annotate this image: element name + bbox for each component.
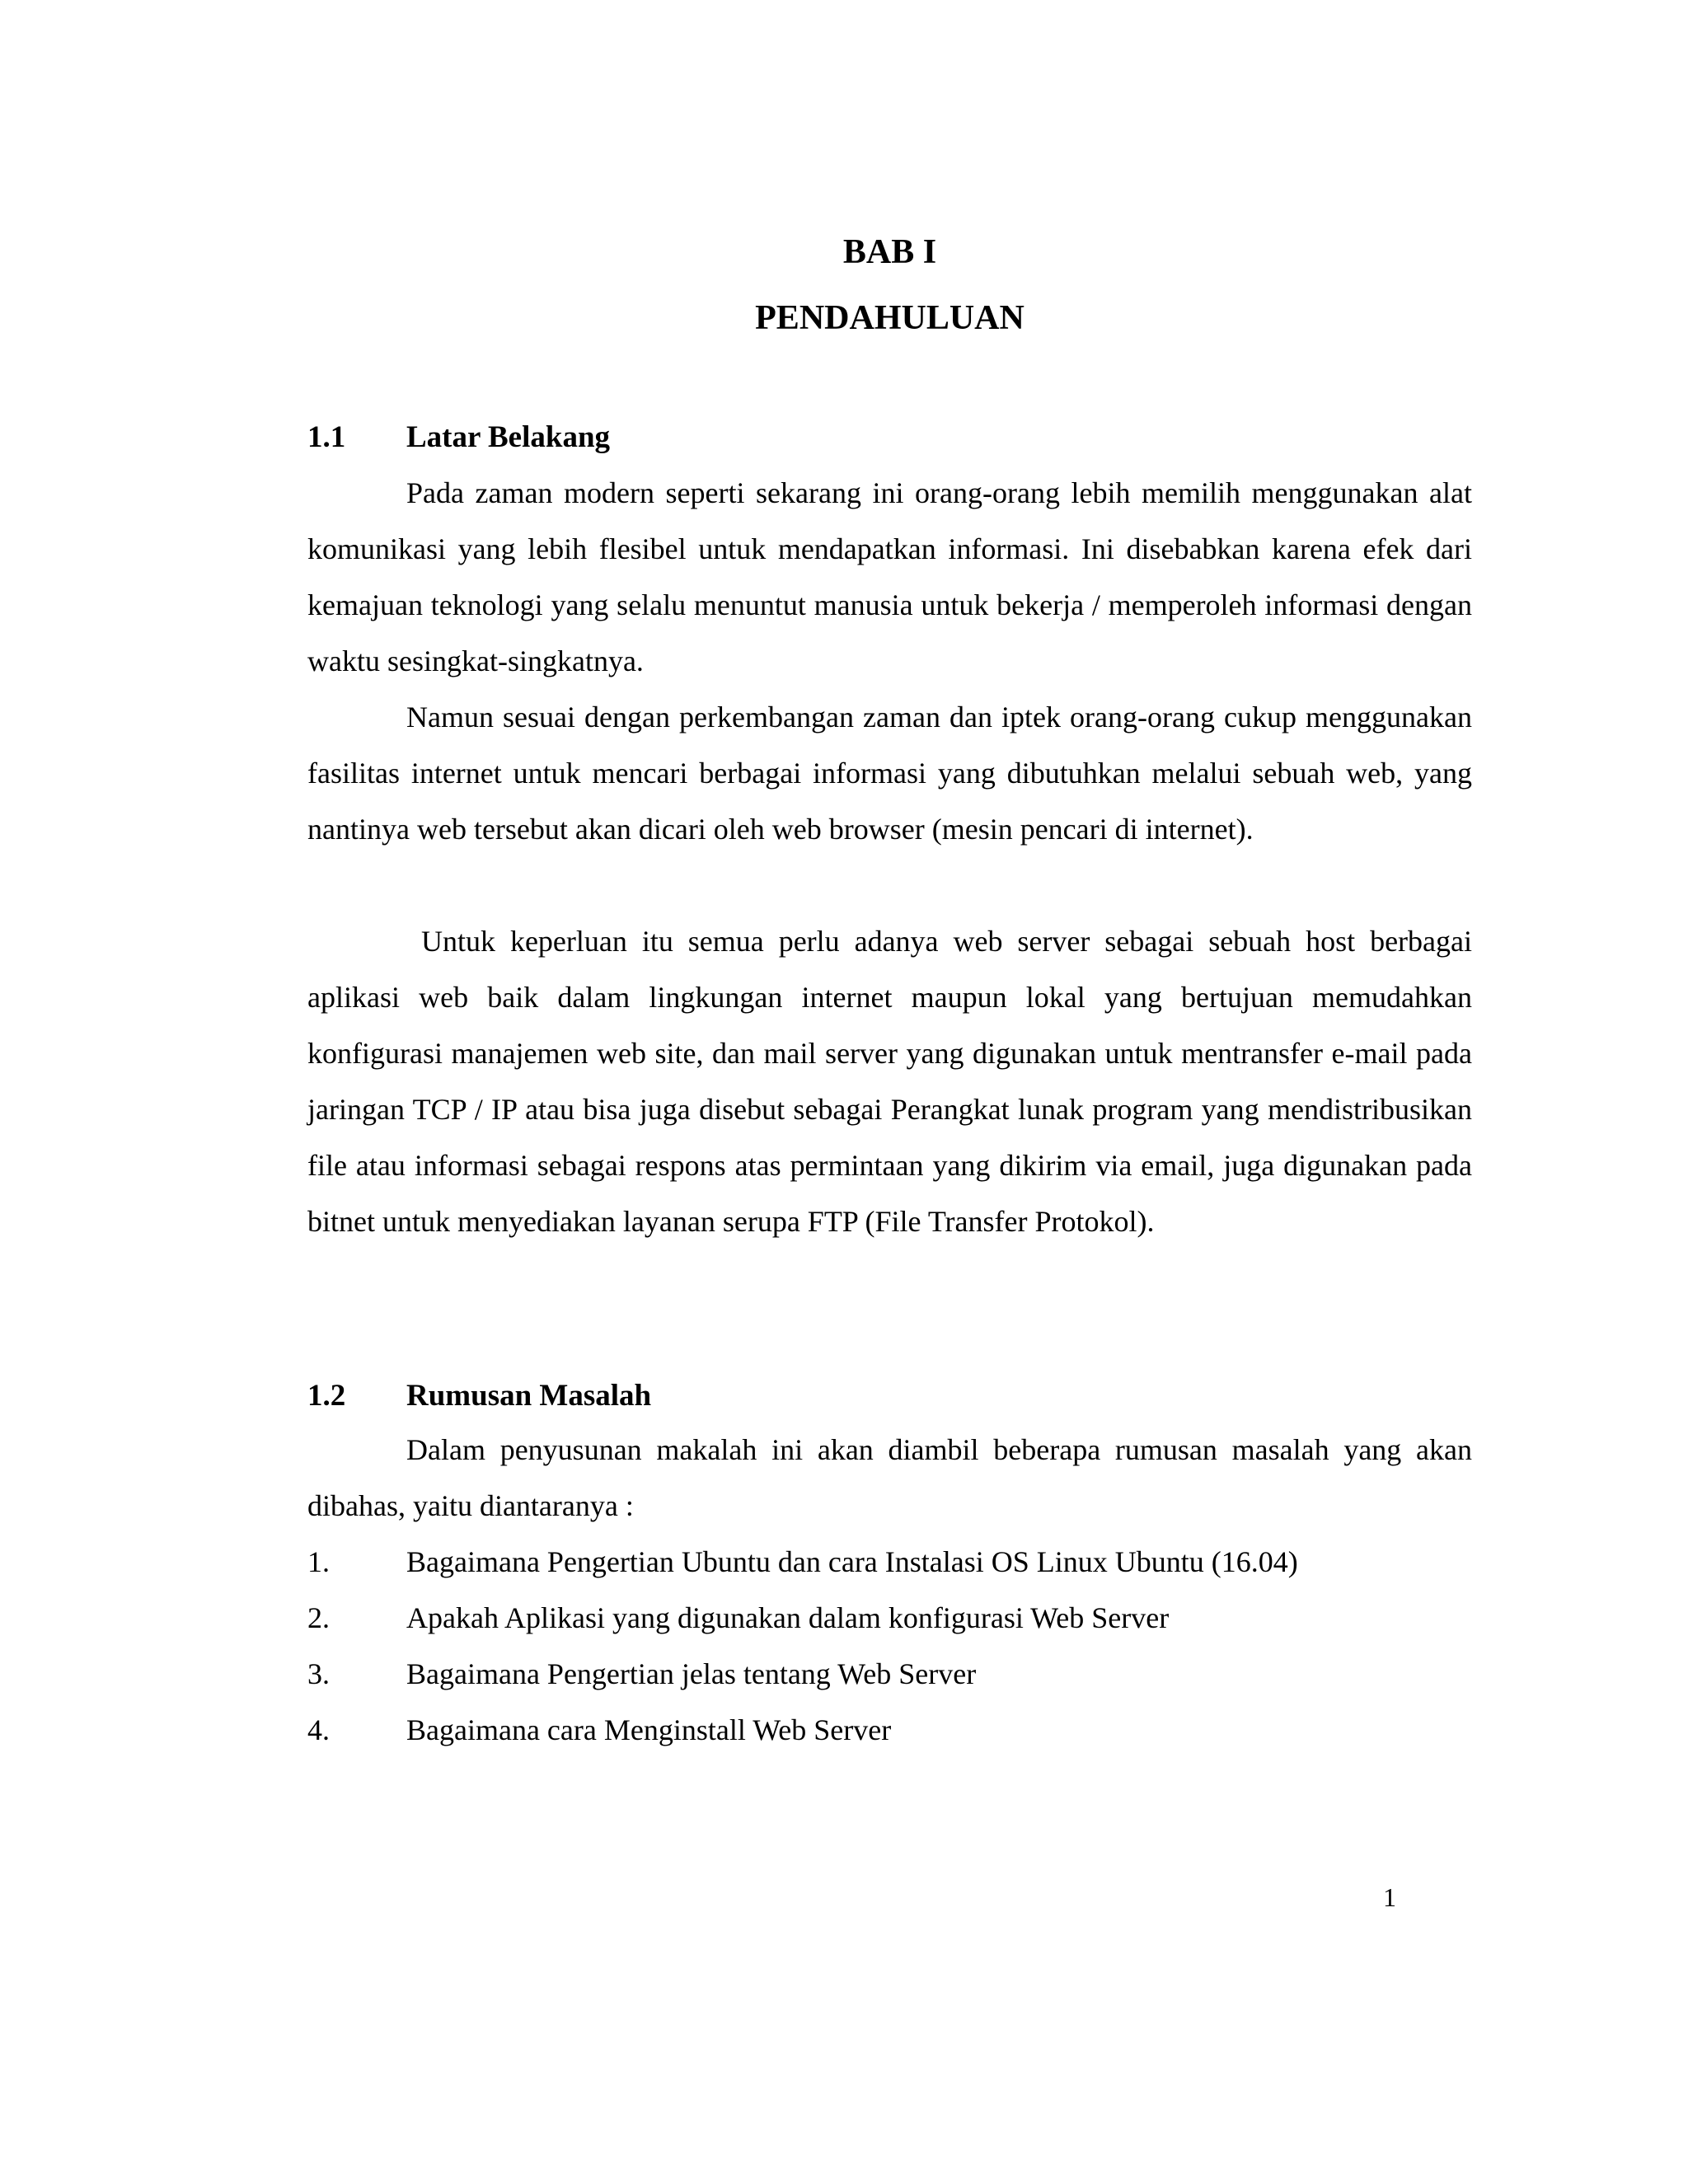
chapter-label: BAB I bbox=[842, 233, 937, 271]
rumusan-list bbox=[307, 1534, 1472, 1758]
section-title: Latar Belakang bbox=[406, 420, 611, 454]
section-heading-1-1 bbox=[307, 422, 1472, 452]
paragraph-rumusan-1: Dalam penyusunan makalah ini akan diambil beberapa rumusan masalah yang akan dibahas, yaitu diantaranya : bbox=[307, 1433, 1472, 1522]
chapter-title: PENDAHULUAN bbox=[755, 299, 1025, 337]
section-title: Rumusan Masalah bbox=[406, 1379, 652, 1413]
section-number: 1.2 bbox=[307, 1379, 346, 1413]
paragraph-latar-1: Pada zaman modern seperti sekarang ini orang-orang lebih memilih menggunakan alat komunikasi yang lebih flesibel untuk mendapatkan informasi. Ini disebabkan karena efek dari kemajuan teknologi yang selalu menuntut manusia untuk bekerja / memperoleh informasi dengan waktu sesingkat-singkatnya. bbox=[307, 476, 1472, 677]
list-item: 3. Bagaimana Pengertian jelas tentang Web Server bbox=[307, 1657, 977, 1690]
list-item: 4. Bagaimana cara Menginstall Web Server bbox=[307, 1713, 892, 1746]
list-item: 2. Apakah Aplikasi yang digunakan dalam konfigurasi Web Server bbox=[307, 1601, 1170, 1634]
section-heading-1-2 bbox=[307, 1380, 1472, 1411]
section-number: 1.1 bbox=[307, 420, 346, 454]
paragraph-latar-3: Untuk keperluan itu semua perlu adanya web server sebagai sebuah host berbagai aplikasi web baik dalam lingkungan internet maupun lokal yang bertujuan memudahkan konfigurasi manajemen web site, dan mail server yang digunakan untuk mentransfer e-mail pada jaringan TCP / IP atau bisa juga disebut sebagai Perangkat lunak program yang mendistribusikan file atau informasi sebagai respons atas permintaan yang dikirim via email, juga digunakan pada bitnet untuk menyediakan layanan serupa FTP (File Transfer Protokol). bbox=[307, 925, 1472, 1238]
paragraph-latar-2: Namun sesuai dengan perkembangan zaman dan iptek orang-orang cukup menggunakan fasilitas internet untuk mencari berbagai informasi yang dibutuhkan melalui sebuah web, yang nantinya web tersebut akan dicari oleh web browser (mesin pencari di internet). bbox=[307, 701, 1472, 846]
page-number: 1 bbox=[1383, 1882, 1396, 1912]
list-item: 1. Bagaimana Pengertian Ubuntu dan cara Instalasi OS Linux Ubuntu (16.04) bbox=[307, 1545, 1298, 1578]
